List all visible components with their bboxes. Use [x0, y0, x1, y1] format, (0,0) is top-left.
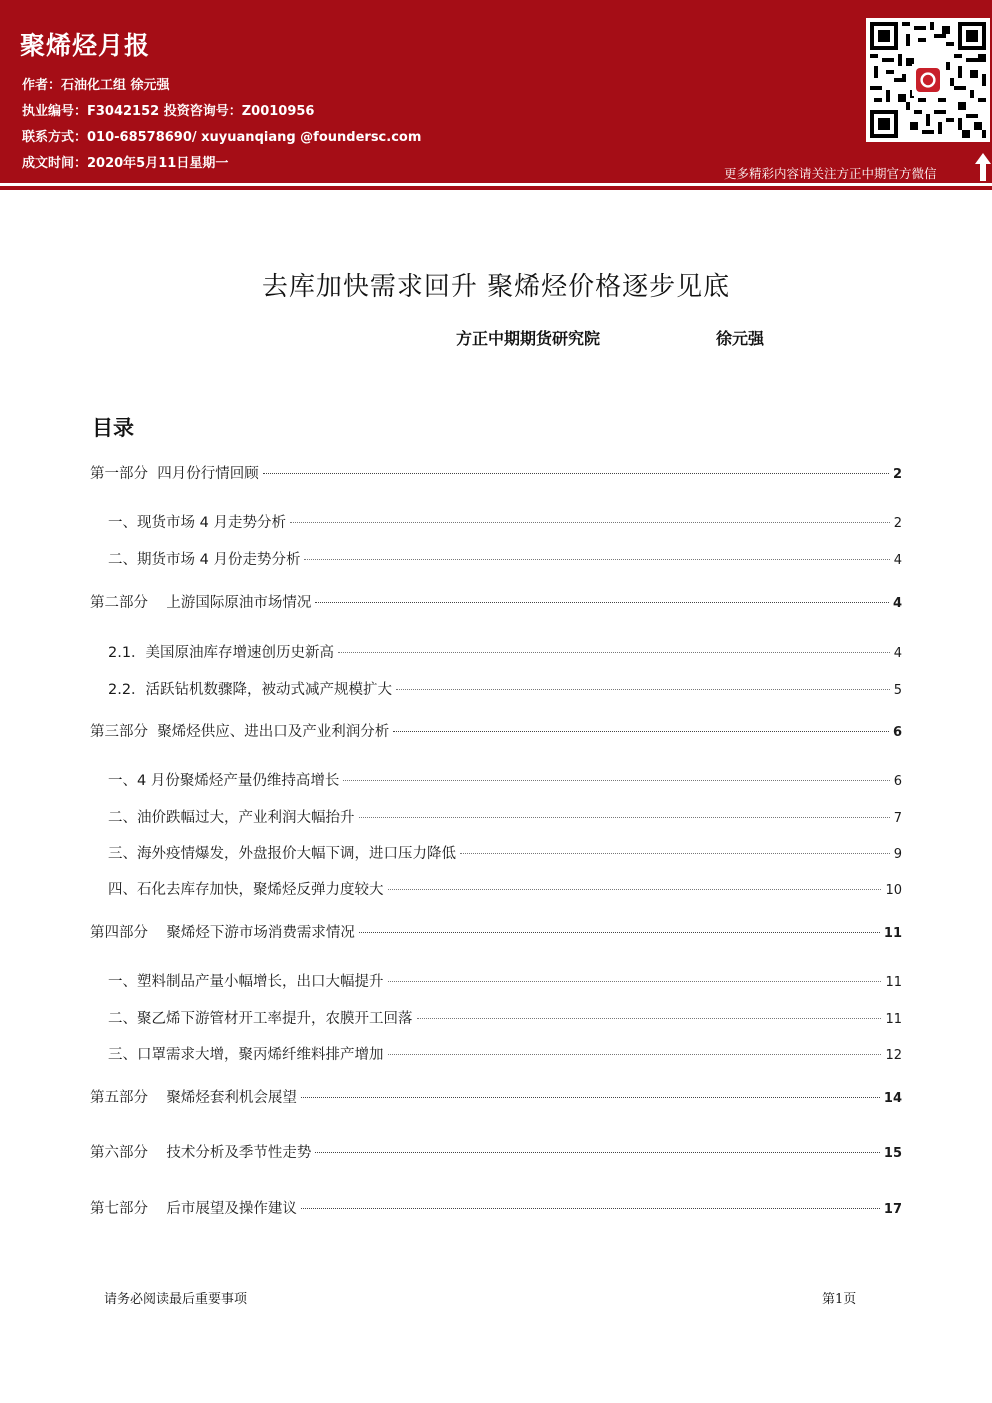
author-line: 作者：石油化工组 徐元强: [22, 78, 170, 93]
toc-entry-title: 二、聚乙烯下游管材开工率提升，农膜开工回落: [108, 1011, 413, 1027]
toc-entry-page: 17: [883, 1202, 902, 1217]
toc-leader-dots: [359, 932, 880, 933]
toc-entry-page: 11: [885, 1012, 902, 1027]
toc-entry-page: 9: [893, 847, 902, 862]
toc-entry-page: 2: [893, 516, 902, 531]
toc-entry-title: 2.2．活跃钻机数骤降，被动式减产规模扩大: [108, 682, 393, 698]
toc-entry-title: 四、石化去库存加快，聚烯烃反弹力度较大: [108, 882, 384, 898]
toc-entry-title: 第三部分 聚烯烃供应、进出口及产业利润分析: [90, 724, 390, 740]
toc-entry[interactable]: [90, 462, 902, 484]
license-line: 执业编号：F3042152 投资咨询号：Z0010956: [22, 104, 315, 119]
toc-leader-dots: [343, 780, 889, 781]
follow-wechat-text: 更多精彩内容请关注方正中期官方微信: [724, 166, 937, 181]
toc-entry-page: 4: [893, 646, 902, 661]
toc-leader-dots: [338, 652, 890, 653]
toc-entry-page: 4: [893, 553, 902, 568]
toc-entry[interactable]: [108, 970, 902, 992]
toc-leader-dots: [359, 817, 890, 818]
toc-entry-title: 三、口罩需求大增，聚丙烯纤维料排产增加: [108, 1047, 384, 1063]
document-title: 去库加快需求回升 聚烯烃价格逐步见底: [261, 272, 731, 302]
toc-leader-dots: [396, 689, 890, 690]
toc-entry-title: 一、4 月份聚烯烃产量仍维持高增长: [108, 773, 340, 789]
institute-name: 方正中期期货研究院: [456, 329, 601, 348]
toc-entry-page: 14: [883, 1091, 902, 1106]
toc-entry[interactable]: [108, 641, 902, 663]
toc-entry[interactable]: [108, 511, 902, 533]
toc-entry[interactable]: [108, 769, 902, 791]
toc-leader-dots: [301, 1208, 880, 1209]
toc-entry[interactable]: [108, 878, 902, 900]
toc-entry-page: 11: [885, 975, 902, 990]
toc-leader-dots: [388, 889, 882, 890]
toc-leader-dots: [315, 1152, 879, 1153]
contact-line: 联系方式：010-68578690/ xuyuanqiang @foundersc.com: [22, 130, 422, 145]
header-divider: [0, 186, 992, 190]
toc-entry-title: 2.1．美国原油库存增速创历史新高: [108, 645, 335, 661]
date-line: 成文时间：2020年5月11日星期一: [22, 156, 229, 171]
toc-entry-title: 第一部分 四月份行情回顾: [90, 466, 259, 482]
toc-entry[interactable]: [90, 1141, 902, 1163]
footer-notice: 请务必阅读最后重要事项: [104, 1292, 248, 1307]
toc-leader-dots: [417, 1018, 882, 1019]
page-number: 第1页: [822, 1292, 857, 1307]
toc-entry-title: 第五部分 聚烯烃套利机会展望: [90, 1090, 297, 1106]
toc-entry[interactable]: [90, 720, 902, 742]
toc-entry[interactable]: [90, 1086, 902, 1108]
toc-entry-page: 7: [893, 811, 902, 826]
arrow-up-icon: [974, 152, 992, 182]
toc-entry-page: 10: [885, 883, 902, 898]
toc-entry-title: 二、期货市场 4 月份走势分析: [108, 552, 301, 568]
toc-entry[interactable]: [108, 678, 902, 700]
toc-leader-dots: [315, 602, 889, 603]
toc-entry-page: 6: [892, 725, 902, 740]
toc-entry[interactable]: [90, 1197, 902, 1219]
toc-entry-page: 11: [883, 926, 902, 941]
toc-entry-page: 2: [892, 467, 902, 482]
toc-entry[interactable]: [90, 921, 902, 943]
toc-entry-title: 三、海外疫情爆发，外盘报价大幅下调，进口压力降低: [108, 846, 456, 862]
toc-entry-page: 6: [893, 774, 902, 789]
toc-heading: 目录: [92, 416, 134, 440]
toc-entry-page: 15: [883, 1146, 902, 1161]
toc-leader-dots: [393, 731, 889, 732]
toc-leader-dots: [460, 853, 890, 854]
toc-entry-title: 一、现货市场 4 月走势分析: [108, 515, 286, 531]
toc-entry[interactable]: [108, 1007, 902, 1029]
toc-leader-dots: [388, 981, 882, 982]
toc-entry[interactable]: [108, 548, 902, 570]
toc-entry[interactable]: [90, 591, 902, 613]
toc-leader-dots: [290, 522, 890, 523]
toc-entry[interactable]: [108, 806, 902, 828]
qr-code-icon: [866, 18, 990, 142]
toc-entry-title: 第二部分 上游国际原油市场情况: [90, 595, 312, 611]
report-title: 聚烯烃月报: [20, 31, 151, 60]
toc-leader-dots: [388, 1054, 882, 1055]
toc-leader-dots: [301, 1097, 880, 1098]
toc-leader-dots: [304, 559, 889, 560]
toc-entry-page: 4: [892, 596, 902, 611]
toc-entry-page: 12: [885, 1048, 902, 1063]
toc-leader-dots: [263, 473, 889, 474]
toc-entry-title: 一、塑料制品产量小幅增长，出口大幅提升: [108, 974, 384, 990]
toc-entry-title: 二、油价跌幅过大，产业利润大幅抬升: [108, 810, 355, 826]
toc-entry-title: 第四部分 聚烯烃下游市场消费需求情况: [90, 925, 355, 941]
toc-entry-title: 第七部分 后市展望及操作建议: [90, 1201, 297, 1217]
toc-entry-page: 5: [893, 683, 902, 698]
toc-entry[interactable]: [108, 842, 902, 864]
toc-entry[interactable]: [108, 1043, 902, 1065]
document-author: 徐元强: [716, 329, 765, 348]
toc-entry-title: 第六部分 技术分析及季节性走势: [90, 1145, 312, 1161]
